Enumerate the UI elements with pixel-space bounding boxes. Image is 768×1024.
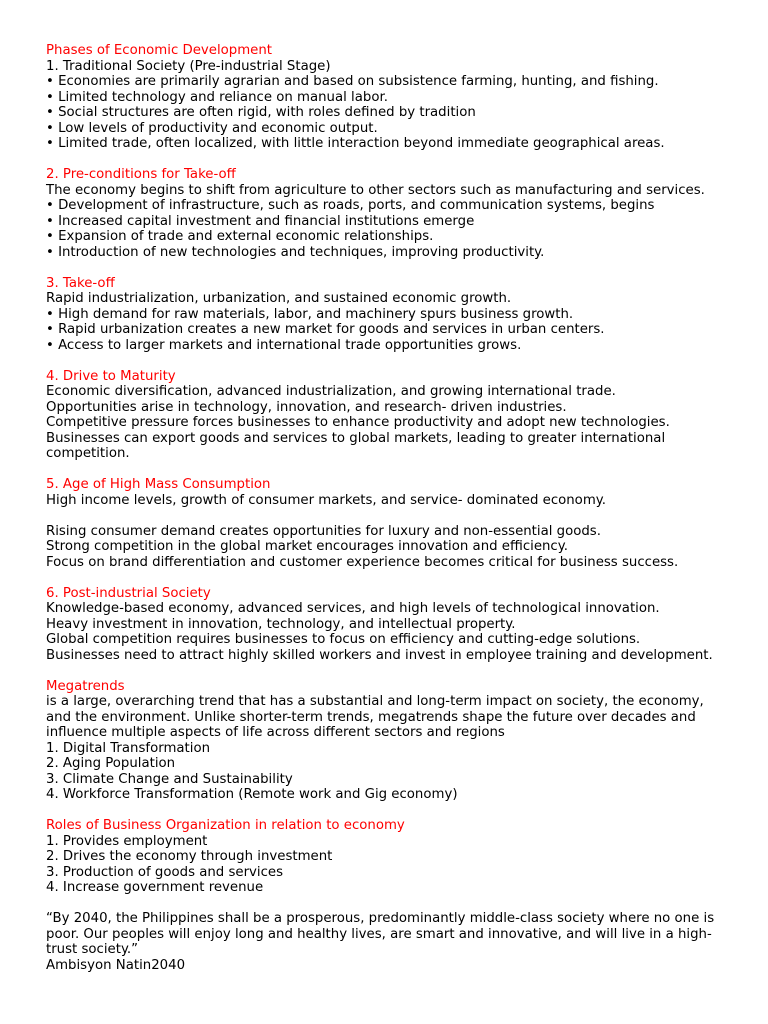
- maturity-line: Competitive pressure forces businesses to enhance productivity and adopt new technologies.: [46, 415, 670, 430]
- megatrends-heading: Megatrends: [46, 678, 125, 694]
- takeoff-heading: 3. Take-off: [46, 275, 115, 291]
- quote-text: “By 2040, the Philippines shall be a prosperous, predominantly middle-class society where no one is poor. Our peoples will enjoy long and healthy lives, are smart and innovative, and will live in a high-trust society.”: [46, 911, 715, 957]
- roles-line: 4. Increase government revenue: [46, 880, 264, 895]
- post-industrial-line: Heavy investment in innovation, technology, and intellectual property.: [46, 616, 516, 632]
- takeoff-line: • Access to larger markets and international trade opportunities grows.: [46, 337, 522, 353]
- mass-consumption-intro: High income levels, growth of consumer markets, and service- dominated economy.: [46, 492, 606, 508]
- megatrends-section: [46, 679, 728, 803]
- mass-consumption-section: [46, 477, 728, 570]
- quote-section: [46, 911, 728, 973]
- preconditions-heading: 2. Pre-conditions for Take-off: [46, 167, 236, 182]
- preconditions-line: • Development of infrastructure, such as roads, ports, and communication systems, begins: [46, 198, 655, 213]
- phases-line: • Limited trade, often localized, with little interaction beyond immediate geographical areas.: [46, 136, 665, 151]
- roles-heading: Roles of Business Organization in relation to economy: [46, 818, 405, 833]
- post-industrial-line: Global competition requires businesses to focus on efficiency and cutting-edge solutions.: [46, 632, 641, 647]
- maturity-heading: 4. Drive to Maturity: [46, 368, 176, 384]
- megatrends-line: 1. Digital Transformation: [46, 740, 211, 756]
- phases-line: • Economies are primarily agrarian and based on subsistence farming, hunting, and fishing.: [46, 74, 659, 89]
- megatrends-line: 4. Workforce Transformation (Remote work and Gig economy): [46, 787, 458, 802]
- takeoff-section: [46, 276, 728, 354]
- mass-consumption-heading: 5. Age of High Mass Consumption: [46, 477, 271, 492]
- preconditions-line: • Introduction of new technologies and techniques, improving productivity.: [46, 244, 545, 260]
- maturity-line: Businesses can export goods and services to global markets, leading to greater international competition.: [46, 430, 666, 461]
- maturity-line: Opportunities arise in technology, innovation, and research- driven industries.: [46, 399, 567, 415]
- preconditions-line: The economy begins to shift from agriculture to other sectors such as manufacturing and services.: [46, 182, 705, 198]
- mass-consumption-line: Strong competition in the global market encourages innovation and efficiency.: [46, 539, 568, 554]
- preconditions-line: • Expansion of trade and external economic relationships.: [46, 229, 434, 244]
- maturity-section: [46, 369, 728, 462]
- megatrends-line: is a large, overarching trend that has a substantial and long-term impact on society, the economy, and the environment. Unlike shorter-term trends, megatrends shape the future over decades and influence multiple aspects of life across different sectors and regions: [46, 694, 704, 740]
- megatrends-line: 3. Climate Change and Sustainability: [46, 771, 293, 787]
- post-industrial-heading: 6. Post-industrial Society: [46, 585, 211, 601]
- phases-section: [46, 43, 728, 152]
- phases-line: • Social structures are often rigid, with roles defined by tradition: [46, 105, 476, 120]
- takeoff-line: • Rapid urbanization creates a new market for goods and services in urban centers.: [46, 322, 605, 337]
- mass-consumption-line: Rising consumer demand creates opportunities for luxury and non-essential goods.: [46, 523, 601, 539]
- roles-line: 3. Production of goods and services: [46, 864, 284, 880]
- maturity-line: Economic diversification, advanced industrialization, and growing international trade.: [46, 384, 616, 399]
- post-industrial-line: Businesses need to attract highly skilled workers and invest in employee training and development.: [46, 647, 713, 663]
- phases-line: • Low levels of productivity and economic output.: [46, 120, 378, 136]
- post-industrial-section: [46, 586, 728, 664]
- preconditions-section: [46, 167, 728, 260]
- roles-line: 2. Drives the economy through investment: [46, 849, 333, 864]
- phases-heading: Phases of Economic Development: [46, 43, 273, 58]
- blank-line: [46, 508, 728, 524]
- phases-line: 1. Traditional Society (Pre-industrial Stage): [46, 58, 331, 74]
- takeoff-line: Rapid industrialization, urbanization, and sustained economic growth.: [46, 291, 512, 306]
- roles-section: [46, 818, 728, 896]
- takeoff-line: • High demand for raw materials, labor, and machinery spurs business growth.: [46, 306, 574, 322]
- phases-line: • Limited technology and reliance on manual labor.: [46, 89, 388, 105]
- mass-consumption-line: Focus on brand differentiation and customer experience becomes critical for business success.: [46, 554, 679, 570]
- quote-source: Ambisyon Natin2040: [46, 957, 186, 973]
- preconditions-line: • Increased capital investment and financial institutions emerge: [46, 213, 475, 229]
- post-industrial-line: Knowledge-based economy, advanced services, and high levels of technological innovation.: [46, 601, 660, 616]
- roles-line: 1. Provides employment: [46, 833, 208, 849]
- megatrends-line: 2. Aging Population: [46, 756, 176, 771]
